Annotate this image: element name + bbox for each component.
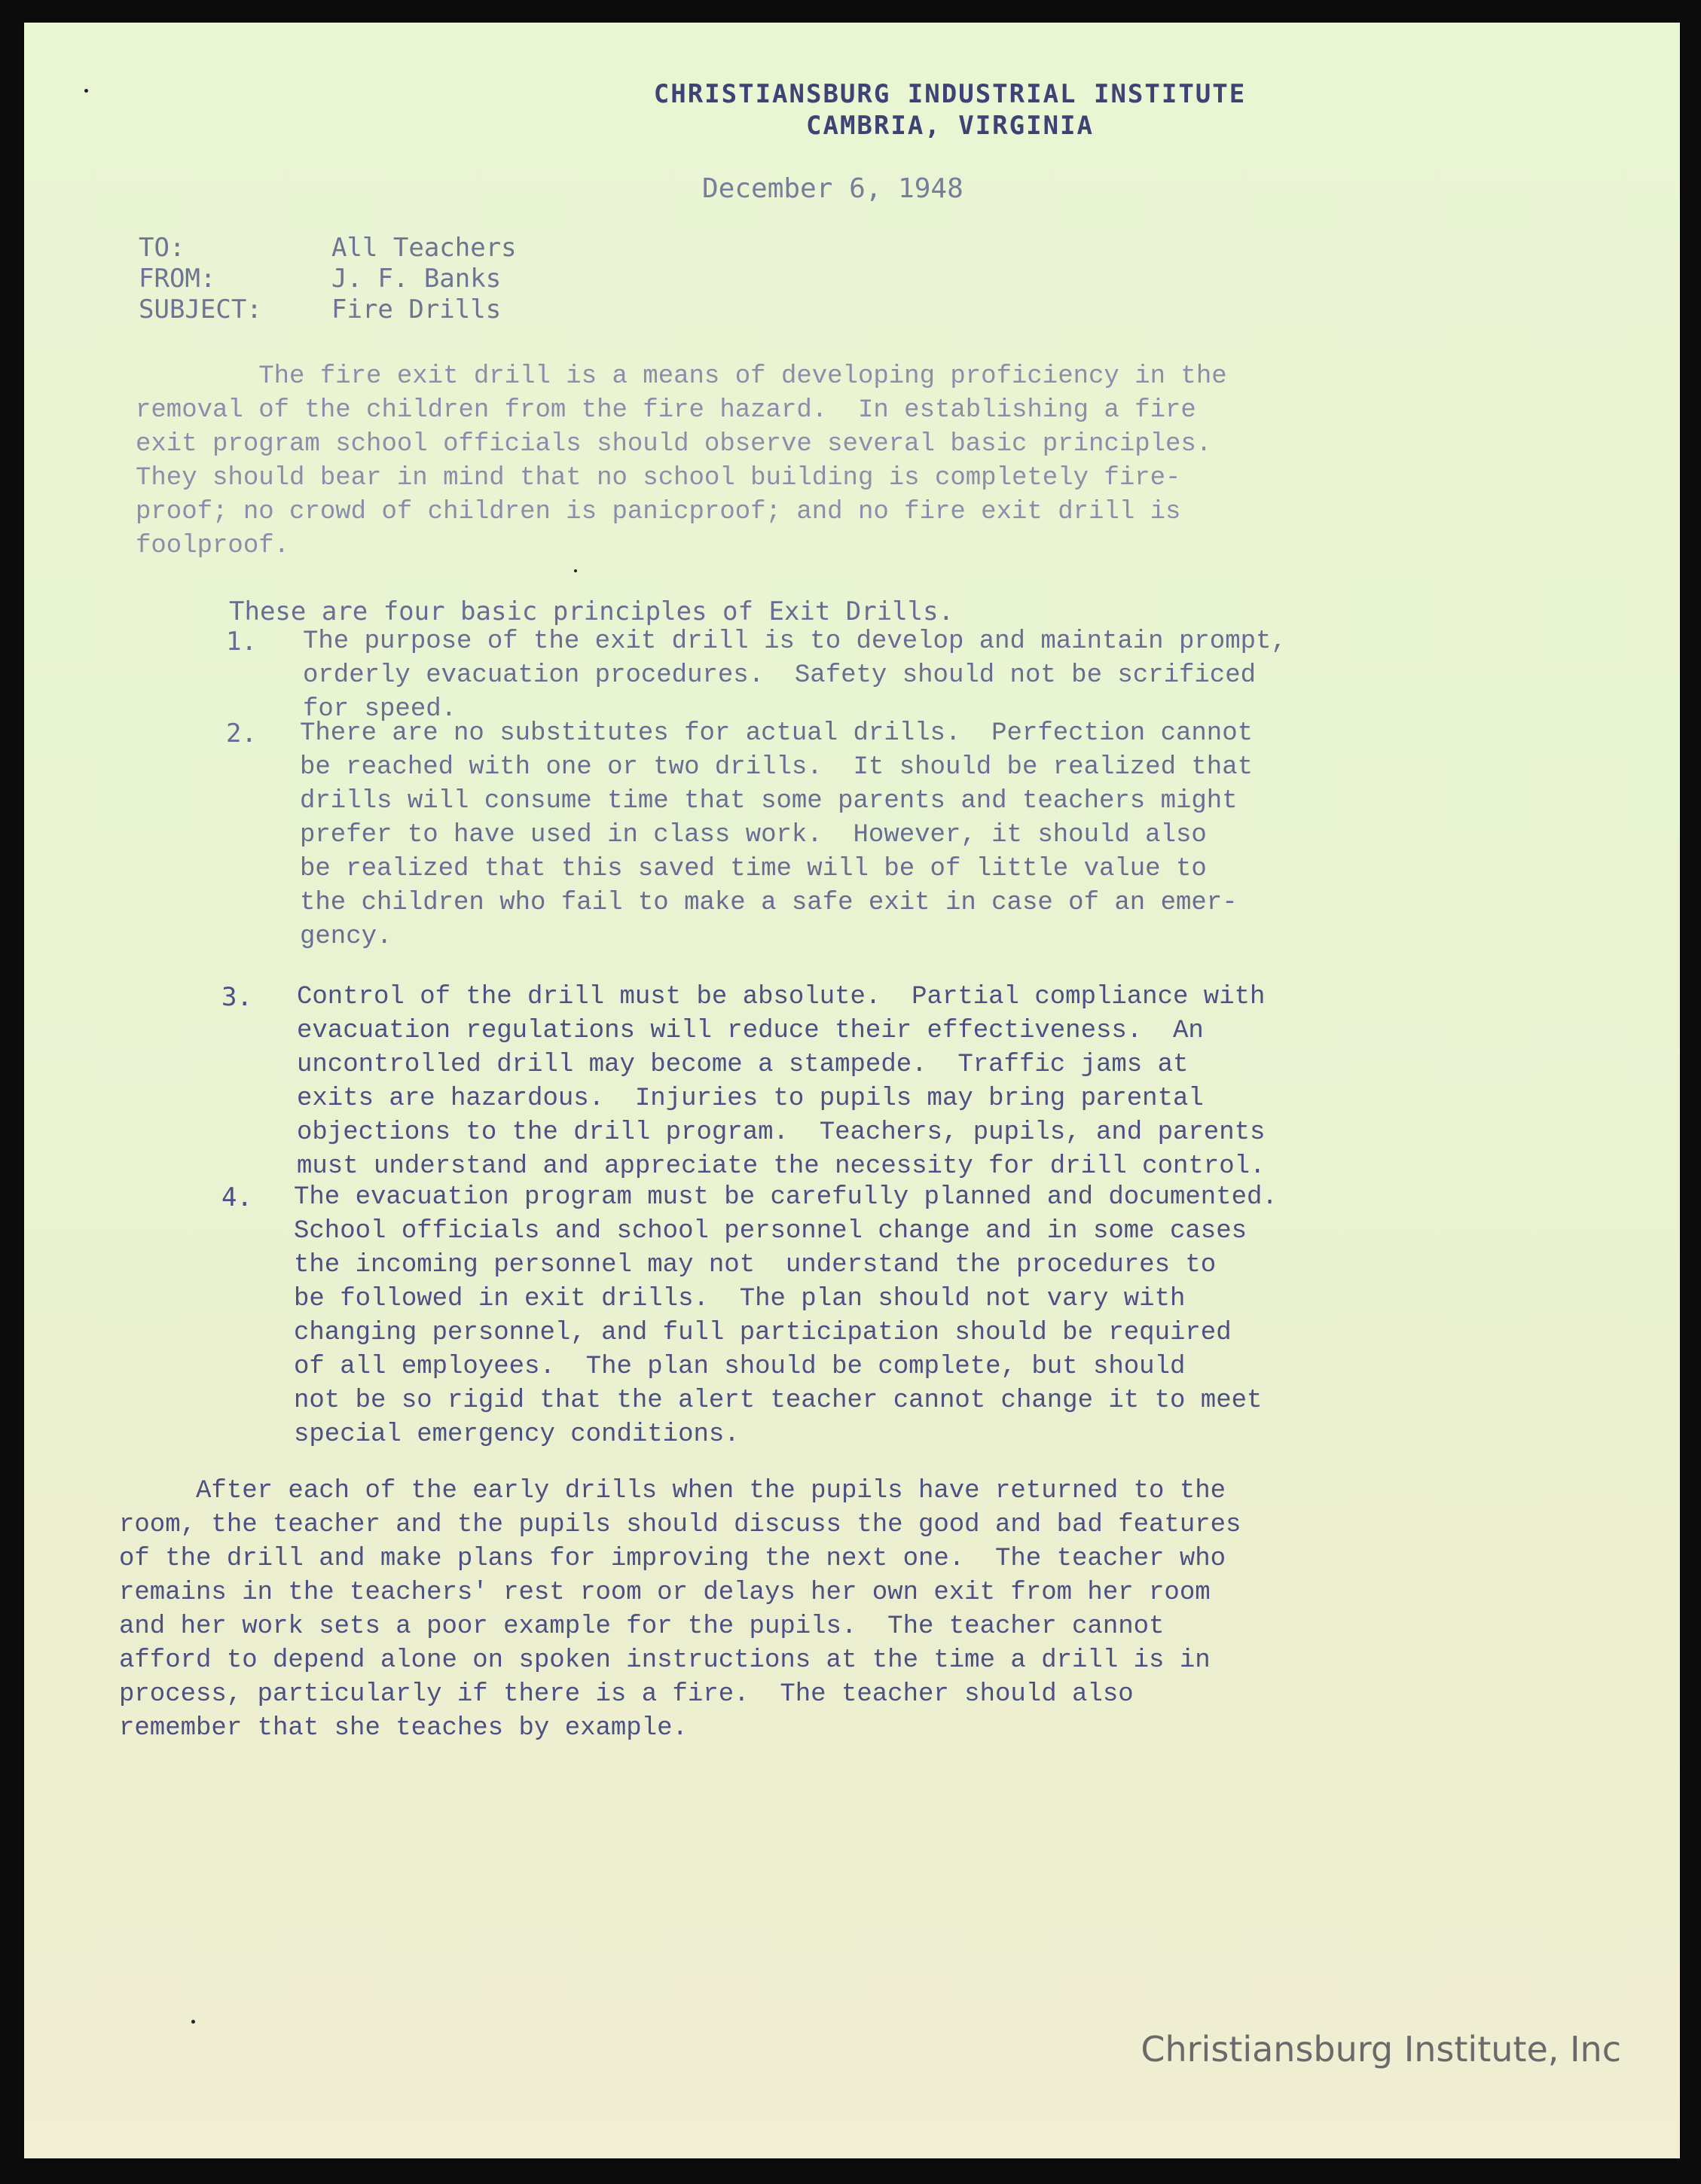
principle-text: There are no substitutes for actual drills. Perfection cannot be reached with one or two drills. It should be realized that drills will consume time that some parents and teachers might prefer to have used in class work. However, it should also be realized that this saved time will be of little value to the children who fail to make a safe exit in case of an emer- gency.	[300, 719, 1254, 951]
paper-speck	[191, 2020, 195, 2024]
from-label: FROM:	[139, 264, 216, 294]
memo-date: December 6, 1948	[702, 173, 963, 204]
principle-number: 3.	[221, 982, 252, 1012]
principle-number: 4.	[221, 1182, 252, 1212]
document-page	[24, 23, 1680, 2158]
principle-number: 2.	[226, 718, 257, 749]
subject-value: Fire Drills	[331, 294, 502, 325]
principle-number: 1.	[226, 627, 257, 657]
watermark: Christiansburg Institute, Inc	[1141, 2029, 1621, 2070]
principle-text: Control of the drill must be absolute. Partial compliance with evacuation regulations will reduce their effectiveness. An uncontrolled drill may become a stampede. Traffic jams at exits are hazardous. Injuries to pupils may bring parental objections to the drill program. Teachers, pupils, and parents must understand and appreciate the necessity for drill control.	[297, 983, 1266, 1181]
paper-speck	[574, 569, 577, 572]
to-value: All Teachers	[331, 233, 517, 263]
intro-paragraph: The fire exit drill is a means of developing proficiency in the removal of the children from the fire hazard. In establishing a fire exit program school officials should observe several basic principles. They should bear in mind that no school building is completely fire- proof; no crowd of children is panicproof; and no fire exit drill is foolproof.	[136, 362, 1227, 560]
subject-label: SUBJECT:	[139, 294, 262, 325]
paper-speck	[84, 89, 88, 93]
to-label: TO:	[139, 233, 185, 263]
closing-paragraph: After each of the early drills when the pupils have returned to the room, the teacher and the pupils should discuss the good and bad features of the drill and make plans for improving the next one. The teacher who remains in the teachers' rest room or delays her own exit from her room and her work sets a poor example for the pupils. The teacher cannot afford to depend alone on spoken instructions at the time a drill is in process, particularly if there is a fire. The teacher should also remember that she teaches by example.	[119, 1477, 1241, 1743]
principle-text: The purpose of the exit drill is to develop and maintain prompt, orderly evacuation procedures. Safety should not be scrificed for speed.	[303, 627, 1287, 724]
principle-text: The evacuation program must be carefully planned and documented. School officials and school personnel change and in some cases the incoming personnel may not understand the procedures to be followed in exit drills. The plan should not vary with changing personnel, and full participation should be required of all employees. The plan should be complete, but should not be so rigid that the alert teacher cannot change it to meet special emergency conditions.	[294, 1183, 1278, 1449]
principles-intro: These are four basic principles of Exit Drills.	[229, 596, 954, 627]
letterhead-institution: CHRISTIANSBURG INDUSTRIAL INSTITUTE	[653, 79, 1247, 109]
from-value: J. F. Banks	[331, 264, 502, 294]
letterhead-location: CAMBRIA, VIRGINIA	[806, 111, 1094, 141]
